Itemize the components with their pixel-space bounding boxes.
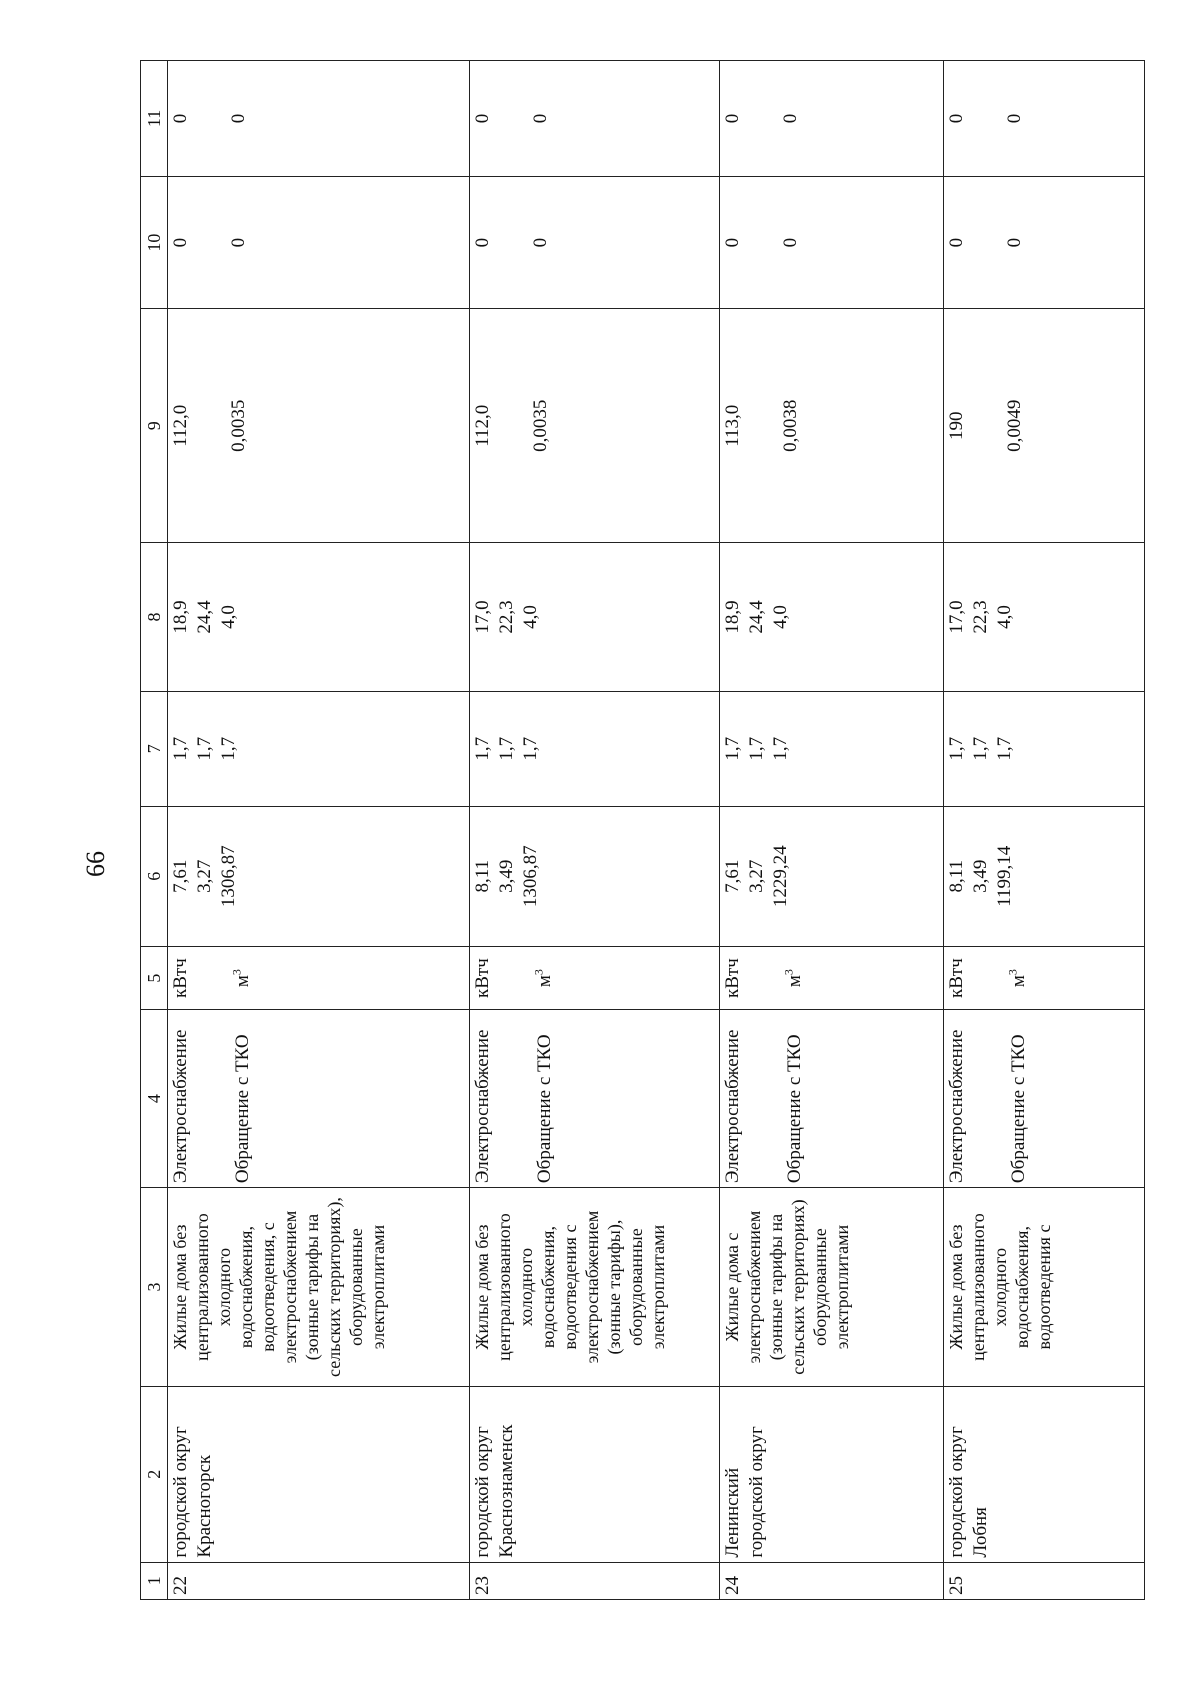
column-number: 1 xyxy=(141,1562,168,1599)
value-cell xyxy=(720,806,944,946)
housing-type-cell: Жилые дома без централизованного холодного водоснабжения, водоотведения с xyxy=(943,1188,1144,1387)
service-name: Обращение с ТКО xyxy=(1007,1034,1029,1184)
service-cell xyxy=(168,1010,470,1188)
unit-cell xyxy=(168,946,470,1009)
value: 1,7 xyxy=(170,736,192,761)
value-cell xyxy=(720,691,944,806)
value: 17,0 xyxy=(945,600,967,634)
value: 112,0 xyxy=(170,404,192,447)
column-number: 4 xyxy=(141,1010,168,1188)
value-cell xyxy=(943,176,1144,308)
municipality-cell: городской округ Лобня xyxy=(943,1387,1144,1563)
service-name: Обращение с ТКО xyxy=(534,1034,556,1184)
column-number: 2 xyxy=(141,1387,168,1563)
value: 24,4 xyxy=(194,600,216,634)
value: 8,11 xyxy=(472,860,494,893)
housing-type-cell: Жилые дома без централизованного холодного водоснабжения, водоотведения с электроснабжением (зонные тарифы), оборудованные электроплитами xyxy=(470,1188,720,1387)
value: 0,0035 xyxy=(228,399,250,452)
value-cell xyxy=(943,61,1144,177)
unit-label: кВтч xyxy=(170,958,192,998)
value-cell xyxy=(168,691,470,806)
value: 1,7 xyxy=(496,736,518,761)
value: 3,27 xyxy=(746,859,768,893)
page-number: 66 xyxy=(81,851,110,877)
unit-label: кВтч xyxy=(945,958,967,998)
row-number: 24 xyxy=(720,1562,944,1599)
municipality-cell: городской округ Красногорск xyxy=(168,1387,470,1563)
column-number: 10 xyxy=(141,176,168,308)
value: 0 xyxy=(722,237,744,248)
value: 0 xyxy=(228,237,250,248)
service-name: Электроснабжение xyxy=(170,1029,192,1184)
service-cell xyxy=(720,1010,944,1188)
value-cell xyxy=(168,61,470,177)
unit-cell xyxy=(943,946,1144,1009)
service-cell xyxy=(470,1010,720,1188)
service-name: Электроснабжение xyxy=(472,1029,494,1184)
value: 0,0038 xyxy=(780,399,802,452)
value: 1,7 xyxy=(969,736,991,761)
value-cell xyxy=(720,309,944,543)
column-number: 9 xyxy=(141,309,168,543)
value-cell xyxy=(470,176,720,308)
value: 0 xyxy=(1003,237,1025,248)
value: 1,7 xyxy=(194,736,216,761)
value: 1229,24 xyxy=(770,845,792,908)
unit-label: $м^3$ xyxy=(781,969,806,988)
value: 22,3 xyxy=(969,600,991,634)
value-cell xyxy=(943,691,1144,806)
value: 7,61 xyxy=(722,859,744,893)
value: 18,9 xyxy=(170,600,192,634)
column-number-row xyxy=(141,61,168,1600)
value-cell xyxy=(168,806,470,946)
value: 0 xyxy=(530,113,552,124)
value-cell xyxy=(470,543,720,692)
value: 1,7 xyxy=(945,736,967,761)
value: 1,7 xyxy=(746,736,768,761)
value: 0 xyxy=(530,237,552,248)
table-row xyxy=(943,61,1144,1600)
value: 113,0 xyxy=(722,404,744,447)
value: 1306,87 xyxy=(218,845,240,908)
value: 0 xyxy=(780,237,802,248)
value: 7,61 xyxy=(170,859,192,893)
value: 1306,87 xyxy=(520,845,542,908)
column-number: 8 xyxy=(141,543,168,692)
tariff-table xyxy=(140,60,1145,1600)
value: 1,7 xyxy=(218,736,240,761)
value: 4,0 xyxy=(993,605,1015,629)
service-cell xyxy=(943,1010,1144,1188)
value-cell xyxy=(470,61,720,177)
housing-type-cell: Жилые дома без централизованного холодного водоснабжения, водоотведения, с электроснабжением (зонные тарифы на сельских территориях), оборудованные электроплитами xyxy=(168,1188,470,1387)
value: 0,0035 xyxy=(530,399,552,452)
value-cell xyxy=(470,806,720,946)
value: 18,9 xyxy=(722,600,744,634)
value-cell xyxy=(943,543,1144,692)
unit-label: $м^3$ xyxy=(229,969,254,988)
value: 190 xyxy=(945,411,967,440)
column-number: 7 xyxy=(141,691,168,806)
housing-type-cell: Жилые дома с электроснабжением (зонные тарифы на сельских территориях) оборудованные электроплитами xyxy=(720,1188,944,1387)
value: 8,11 xyxy=(945,860,967,893)
value: 0 xyxy=(170,113,192,124)
service-name: Обращение с ТКО xyxy=(232,1034,254,1184)
unit-cell xyxy=(470,946,720,1009)
value: 0 xyxy=(780,113,802,124)
table-row xyxy=(470,61,720,1600)
value-cell xyxy=(168,309,470,543)
unit-label: $м^3$ xyxy=(531,969,556,988)
column-number: 5 xyxy=(141,946,168,1009)
row-number: 23 xyxy=(470,1562,720,1599)
service-name: Обращение с ТКО xyxy=(784,1034,806,1184)
row-number: 22 xyxy=(168,1562,470,1599)
value: 3,49 xyxy=(496,859,518,893)
row-number: 25 xyxy=(943,1562,1144,1599)
value: 0 xyxy=(945,237,967,248)
value: 0 xyxy=(228,113,250,124)
rotated-table-area xyxy=(140,60,1145,1600)
value: 4,0 xyxy=(520,605,542,629)
municipality-cell: городской округ Краснознаменск xyxy=(470,1387,720,1563)
value: 0 xyxy=(170,237,192,248)
value: 4,0 xyxy=(218,605,240,629)
value: 112,0 xyxy=(472,404,494,447)
value: 1,7 xyxy=(722,736,744,761)
value-cell xyxy=(720,176,944,308)
unit-label: кВтч xyxy=(722,958,744,998)
value: 1,7 xyxy=(520,736,542,761)
value: 0 xyxy=(945,113,967,124)
value: 1,7 xyxy=(993,736,1015,761)
value-cell xyxy=(943,309,1144,543)
value: 0 xyxy=(472,237,494,248)
value: 1,7 xyxy=(770,736,792,761)
value-cell xyxy=(943,806,1144,946)
value: 1199,14 xyxy=(993,845,1015,907)
value-cell xyxy=(720,61,944,177)
value: 4,0 xyxy=(770,605,792,629)
value-cell xyxy=(720,543,944,692)
value-cell xyxy=(470,309,720,543)
value: 0,0049 xyxy=(1003,399,1025,452)
value-cell xyxy=(168,176,470,308)
service-name: Электроснабжение xyxy=(945,1029,967,1184)
table-row xyxy=(720,61,944,1600)
value: 0 xyxy=(722,113,744,124)
value: 0 xyxy=(472,113,494,124)
unit-cell xyxy=(720,946,944,1009)
value: 24,4 xyxy=(746,600,768,634)
column-number: 11 xyxy=(141,61,168,177)
table-row xyxy=(168,61,470,1600)
service-name: Электроснабжение xyxy=(722,1029,744,1184)
unit-label: кВтч xyxy=(472,958,494,998)
value: 22,3 xyxy=(496,600,518,634)
municipality-cell: Ленинский городской округ xyxy=(720,1387,944,1563)
value: 0 xyxy=(1003,113,1025,124)
value-cell xyxy=(470,691,720,806)
unit-label: $м^3$ xyxy=(1005,969,1029,988)
value: 3,27 xyxy=(194,859,216,893)
column-number: 3 xyxy=(141,1188,168,1387)
value: 17,0 xyxy=(472,600,494,634)
value-cell xyxy=(168,543,470,692)
value: 3,49 xyxy=(969,859,991,893)
column-number: 6 xyxy=(141,806,168,946)
value: 1,7 xyxy=(472,736,494,761)
